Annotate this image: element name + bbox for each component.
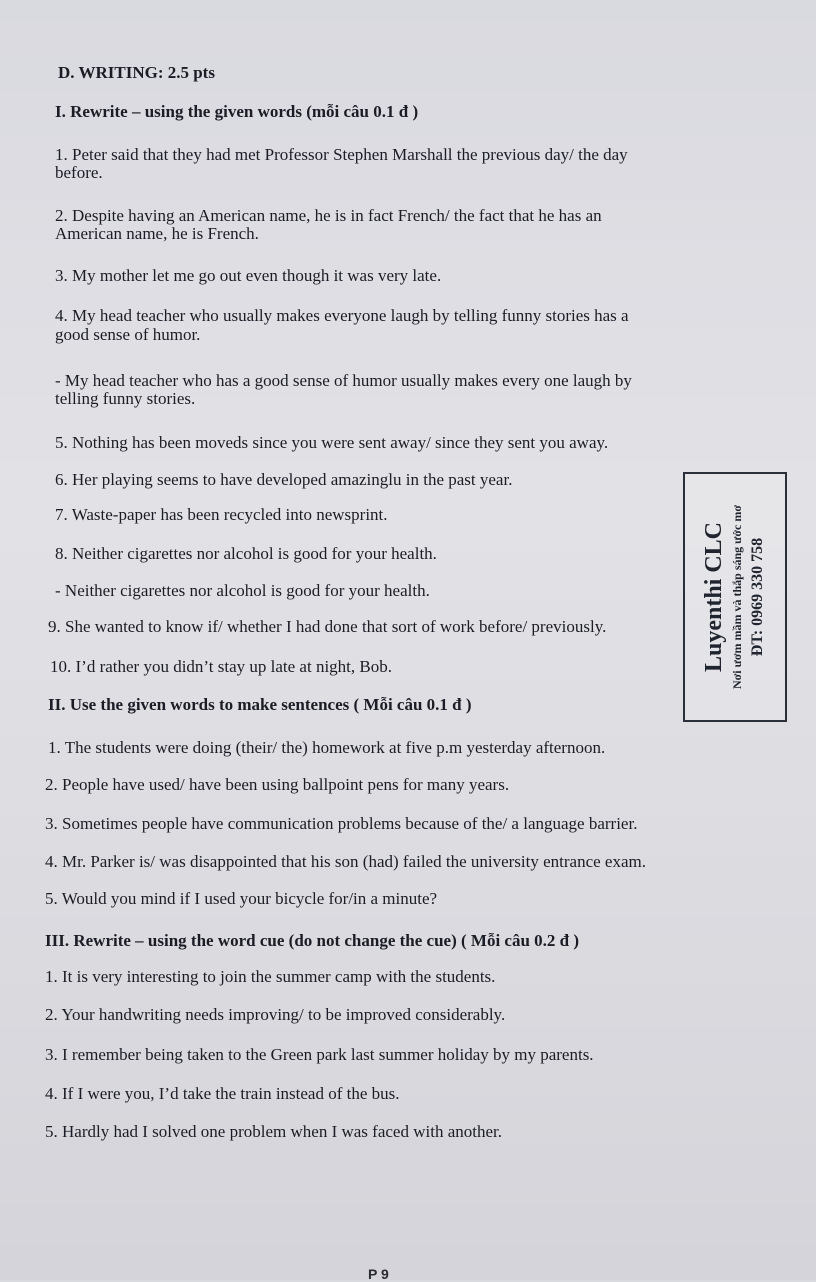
stamp-name: Luyenthi CLC — [701, 521, 727, 673]
section-1-line: 3. My mother let me go out even though it was very late. — [55, 266, 442, 285]
section-1-line: 1. Peter said that they had met Professor Stephen Marshall the previous day/ the day — [55, 145, 628, 164]
section-1-line: good sense of humor. — [55, 325, 201, 344]
section-1-title: I. Rewrite – using the given words (mỗi câu 0.1 đ ) — [55, 102, 419, 121]
section-1-line: 2. Despite having an American name, he is in fact French/ the fact that he has an — [55, 206, 602, 225]
section-1-line: telling funny stories. — [55, 389, 196, 408]
section-3-line: 4. If I were you, I’d take the train instead of the bus. — [45, 1084, 400, 1103]
section-2-line: 5. Would you mind if I used your bicycle for/in a minute? — [45, 889, 438, 908]
section-1-line: 4. My head teacher who usually makes everyone laugh by telling funny stories has a — [55, 306, 629, 325]
school-stamp — [683, 472, 787, 722]
section-2-line: 1. The students were doing (their/ the) homework at five p.m yesterday afternoon. — [48, 738, 606, 757]
section-1-line: American name, he is French. — [55, 224, 259, 243]
section-1-line: 6. Her playing seems to have developed amazinglu in the past year. — [55, 470, 513, 489]
section-3-line: 1. It is very interesting to join the summer camp with the students. — [45, 967, 496, 986]
section-2-line: 2. People have used/ have been using ballpoint pens for many years. — [45, 775, 510, 794]
section-3-line: 5. Hardly had I solved one problem when I was faced with another. — [45, 1122, 502, 1141]
section-2-title: II. Use the given words to make sentences ( Mỗi câu 0.1 đ ) — [48, 695, 472, 714]
section-2-line: 4. Mr. Parker is/ was disappointed that his son (had) failed the university entrance exam. — [45, 852, 646, 871]
page-number: P 9 — [368, 1266, 389, 1282]
section-1-line: 5. Nothing has been moveds since you were sent away/ since they sent you away. — [55, 433, 609, 452]
section-3-line: 2. Your handwriting needs improving/ to be improved considerably. — [45, 1005, 506, 1024]
section-1-line: before. — [55, 163, 103, 182]
section-3-line: 3. I remember being taken to the Green park last summer holiday by my parents. — [45, 1045, 594, 1064]
section-1-line: 8. Neither cigarettes nor alcohol is good for your health. — [55, 544, 437, 563]
section-1-line: 9. She wanted to know if/ whether I had done that sort of work before/ previously. — [48, 617, 607, 636]
stamp-phone: ĐT: 0969 330 758 — [749, 537, 766, 657]
section-2-line: 3. Sometimes people have communication problems because of the/ a language barrier. — [45, 814, 638, 833]
stamp-slogan: Nơi ươm mầm và thắp sáng ước mơ — [730, 505, 744, 689]
section-1-line: - My head teacher who has a good sense of humor usually makes every one laugh by — [55, 371, 632, 390]
section-3-title: III. Rewrite – using the word cue (do not change the cue) ( Mỗi câu 0.2 đ ) — [45, 931, 580, 950]
section-1-line: 7. Waste-paper has been recycled into newsprint. — [55, 505, 388, 524]
writing-header: D. WRITING: 2.5 pts — [58, 63, 215, 82]
section-1-line: - Neither cigarettes nor alcohol is good for your health. — [55, 581, 430, 600]
section-1-line: 10. I’d rather you didn’t stay up late at night, Bob. — [50, 657, 392, 676]
